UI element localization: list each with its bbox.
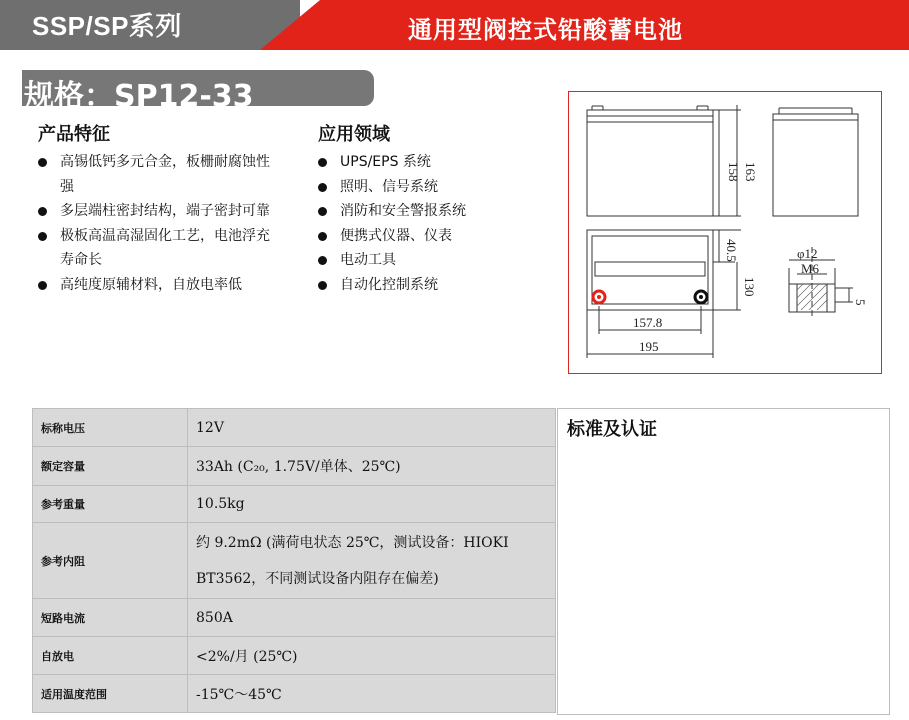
list-item: UPS/EPS 系统 — [316, 150, 546, 175]
list-item: 多层端柱密封结构，端子密封可靠 — [36, 199, 281, 224]
row-value: 850A — [188, 599, 556, 637]
series-name: SSP/SP系列 — [32, 11, 182, 41]
product-title: 通用型阀控式铅酸蓄电池 — [408, 16, 683, 44]
features-heading: 产品特征 — [38, 124, 110, 145]
bullet-icon — [38, 158, 47, 167]
bullet-icon — [38, 232, 47, 241]
table-row — [33, 637, 556, 675]
certification-box — [557, 408, 890, 715]
list-item: 高锡低钙多元合金，板栅耐腐蚀性强 — [36, 150, 281, 199]
row-key: 标称电压 — [33, 409, 188, 447]
row-value: 约 9.2mΩ (满荷电状态 25℃，测试设备：HIOKI BT3562，不同测试设备内阻存在偏差) — [188, 523, 556, 599]
features-list — [36, 150, 281, 297]
dim-163: 163 — [743, 162, 758, 182]
row-key: 自放电 — [33, 637, 188, 675]
bullet-icon — [318, 158, 327, 167]
list-item: 便携式仪器、仪表 — [316, 224, 546, 249]
dim-40-5: 40.5 — [724, 239, 739, 262]
applications-list — [316, 150, 546, 297]
battery-drawing-svg — [569, 92, 881, 373]
dimension-drawing — [568, 91, 882, 374]
bullet-icon — [318, 281, 327, 290]
table-row — [33, 409, 556, 447]
dim-195: 195 — [639, 339, 659, 354]
applications-heading: 应用领域 — [318, 124, 390, 145]
dim-m6: M6 — [801, 261, 820, 276]
row-key: 短路电流 — [33, 599, 188, 637]
spec-label: 规格：SP12-33 — [24, 79, 254, 114]
table-row — [33, 599, 556, 637]
spec-table — [32, 408, 556, 713]
row-key: 额定容量 — [33, 447, 188, 486]
bullet-icon — [318, 232, 327, 241]
list-item: 照明、信号系统 — [316, 175, 546, 200]
bullet-icon — [318, 207, 327, 216]
bullet-icon — [38, 207, 47, 216]
list-item: 极板高温高湿固化工艺，电池浮充寿命长 — [36, 224, 281, 273]
dim-phi12: φ12 — [797, 246, 818, 261]
row-value: -15℃～45℃ — [188, 675, 556, 713]
dim-157-8: 157.8 — [633, 315, 663, 330]
row-value: 10.5kg — [188, 486, 556, 523]
row-key: 参考重量 — [33, 486, 188, 523]
row-value: 33Ah (C₂₀, 1.75V/单体、25℃) — [188, 447, 556, 486]
front-view-outline — [587, 110, 713, 216]
dim-130: 130 — [742, 277, 757, 297]
list-item: 电动工具 — [316, 248, 546, 273]
row-key: 适用温度范围 — [33, 675, 188, 713]
bullet-icon — [318, 183, 327, 192]
row-value: <2%/月 (25℃) — [188, 637, 556, 675]
dim-5: 5 — [853, 299, 868, 306]
list-item: 自动化控制系统 — [316, 273, 546, 298]
certification-heading: 标准及认证 — [567, 419, 657, 440]
row-key: 参考内阻 — [33, 523, 188, 599]
side-view-outline — [773, 114, 858, 216]
table-row — [33, 675, 556, 713]
bullet-icon — [318, 256, 327, 265]
bullet-icon — [38, 281, 47, 290]
table-row — [33, 447, 556, 486]
list-item: 消防和安全警报系统 — [316, 199, 546, 224]
dim-158: 158 — [726, 162, 741, 182]
row-value: 12V — [188, 409, 556, 447]
table-row — [33, 523, 556, 599]
list-item: 高纯度原辅材料，自放电率低 — [36, 273, 281, 298]
table-row — [33, 486, 556, 523]
